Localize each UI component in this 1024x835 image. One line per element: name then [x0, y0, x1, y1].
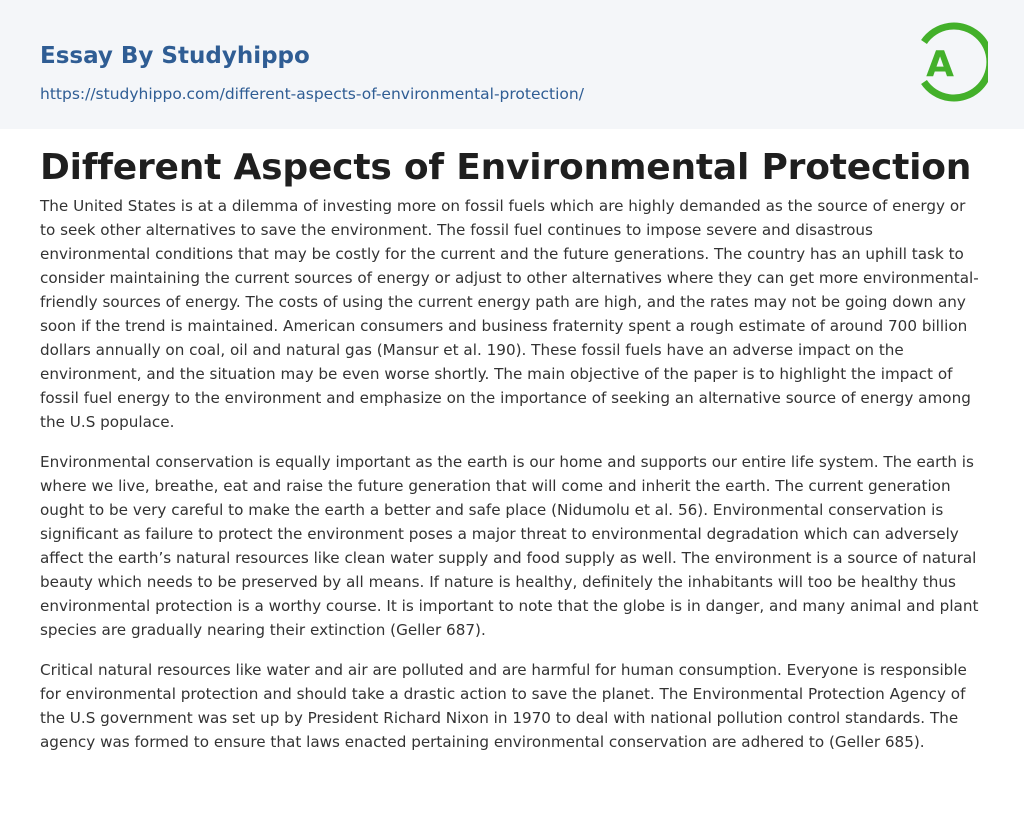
paragraph-2: Environmental conservation is equally important as the earth is our home and supports our entire life system. The earth is where we live, breathe, eat and raise the future generation that will come and inherit the earth. The current generation ought to be very careful to make the earth a better and safe place (Nidumolu et al. 56). Environmental conservation is significant as failure to protect the environment poses a major threat to environmental degradation which can adversely affect the earth’s natural resources like clean water supply and food supply as well. The environment is a source of natural beauty which needs to be preserved by all means. If nature is healthy, definitely the inhabitants will too be healthy thus environmental protection is a worthy course. It is important to note that the globe is in danger, and many animal and plant species are gradually nearing their extinction (Geller 687). [40, 453, 979, 639]
article-body [40, 194, 984, 770]
paragraph-3: Critical natural resources like water and air are polluted and are harmful for human consumption. Everyone is responsible for environmental protection and should take a drastic action to save the planet. The Environmental Protection Agency of the U.S government was set up by President Richard Nixon in 1970 to deal with national pollution control standards. The agency was formed to ensure that laws enacted pertaining environmental conservation are adhered to (Geller 685). [40, 661, 967, 751]
source-url-link[interactable]: https://studyhippo.com/different-aspects-of-environmental-protection/ [40, 85, 584, 103]
article-title: Different Aspects of Environmental Protection [40, 147, 972, 188]
page-header [0, 0, 1024, 129]
brand-title: Essay By Studyhippo [40, 43, 310, 69]
studyhippo-a-logo-icon[interactable] [912, 18, 988, 106]
logo-letter: A [926, 44, 954, 85]
paragraph-1: The United States is at a dilemma of investing more on fossil fuels which are highly demanded as the source of energy or to seek other alternatives to save the environment. The fossil fuel continues to impose severe and disastrous environmental conditions that may be costly for the current and the future generations. The country has an uphill task to consider maintaining the current sources of energy or adjust to other alternatives where they can get more environmental-friendly sources of energy. The costs of using the current energy path are high, and the rates may not be going down any soon if the trend is maintained. American consumers and business fraternity spent a rough estimate of around 700 billion dollars annually on coal, oil and natural gas (Mansur et al. 190). These fossil fuels have an adverse impact on the environment, and the situation may be even worse shortly. The main objective of the paper is to highlight the impact of fossil fuel energy to the environment and emphasize on the importance of seeking an alternative source of energy among the U.S populace. [40, 197, 979, 431]
